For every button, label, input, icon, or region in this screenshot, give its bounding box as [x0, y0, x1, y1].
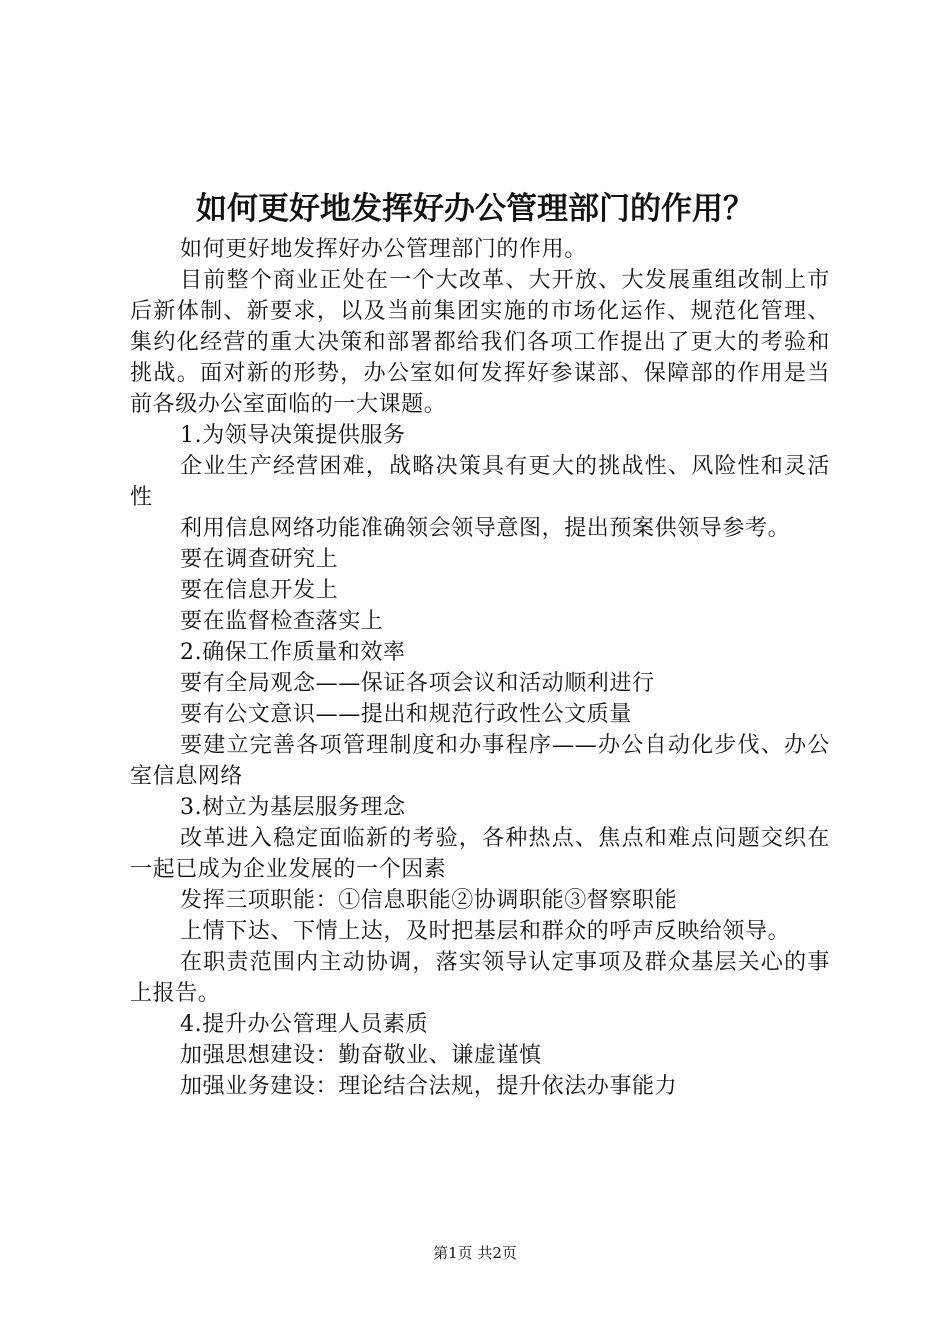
paragraph: 要有公文意识——提出和规范行政性公文质量: [180, 702, 633, 727]
paragraph: 发挥三项职能：①信息职能②协调职能③督察职能: [180, 888, 678, 913]
paragraph: 加强思想建设：勤奋敬业、谦虚谨慎: [180, 1043, 542, 1068]
document-title: 如何更好地发挥好办公管理部门的作用？: [196, 191, 754, 227]
paragraph: 企业生产经营困难，战略决策具有更大的挑战性、风险性和灵活性: [130, 454, 830, 510]
paragraph: 加强业务建设：理论结合法规，提升依法办事能力: [180, 1074, 678, 1099]
section-heading: 2.确保工作质量和效率: [180, 640, 406, 665]
paragraph: 要在调查研究上: [180, 547, 339, 572]
paragraph: 在职责范围内主动协调，落实领导认定事项及群众基层关心的事上报告。: [130, 950, 830, 1006]
paragraph: 要建立完善各项管理制度和办事程序——办公自动化步伐、办公室信息网络: [130, 733, 830, 789]
paragraph: 如何更好地发挥好办公管理部门的作用。: [180, 237, 587, 262]
paragraph: 改革进入稳定面临新的考验，各种热点、焦点和难点问题交织在一起已成为企业发展的一个因素: [130, 826, 830, 882]
paragraph: 上情下达、下情上达，及时把基层和群众的呼声反映给领导。: [180, 919, 791, 944]
page-number-footer: 第1页 共2页: [433, 1244, 517, 1262]
paragraph: 目前整个商业正处在一个大改革、大开放、大发展重组改制上市后新体制、新要求，以及当前集团实施的市场化运作、规范化管理、集约化经营的重大决策和部署都给我们各项工作提出了更大的考验和挑战。面对新的形势，办公室如何发挥好参谋部、保障部的作用是当前各级办公室面临的一大课题。: [130, 268, 830, 417]
paragraph: 要在监督检查落实上: [180, 609, 384, 634]
paragraph: 要有全局观念——保证各项会议和活动顺利进行: [180, 671, 655, 696]
section-heading: 3.树立为基层服务理念: [180, 795, 406, 820]
document-body: [130, 234, 830, 1102]
section-heading: 1.为领导决策提供服务: [180, 423, 406, 448]
paragraph: 要在信息开发上: [180, 578, 339, 603]
section-heading: 4.提升办公管理人员素质: [180, 1012, 429, 1037]
paragraph: 利用信息网络功能准确领会领导意图，提出预案供领导参考。: [180, 516, 791, 541]
